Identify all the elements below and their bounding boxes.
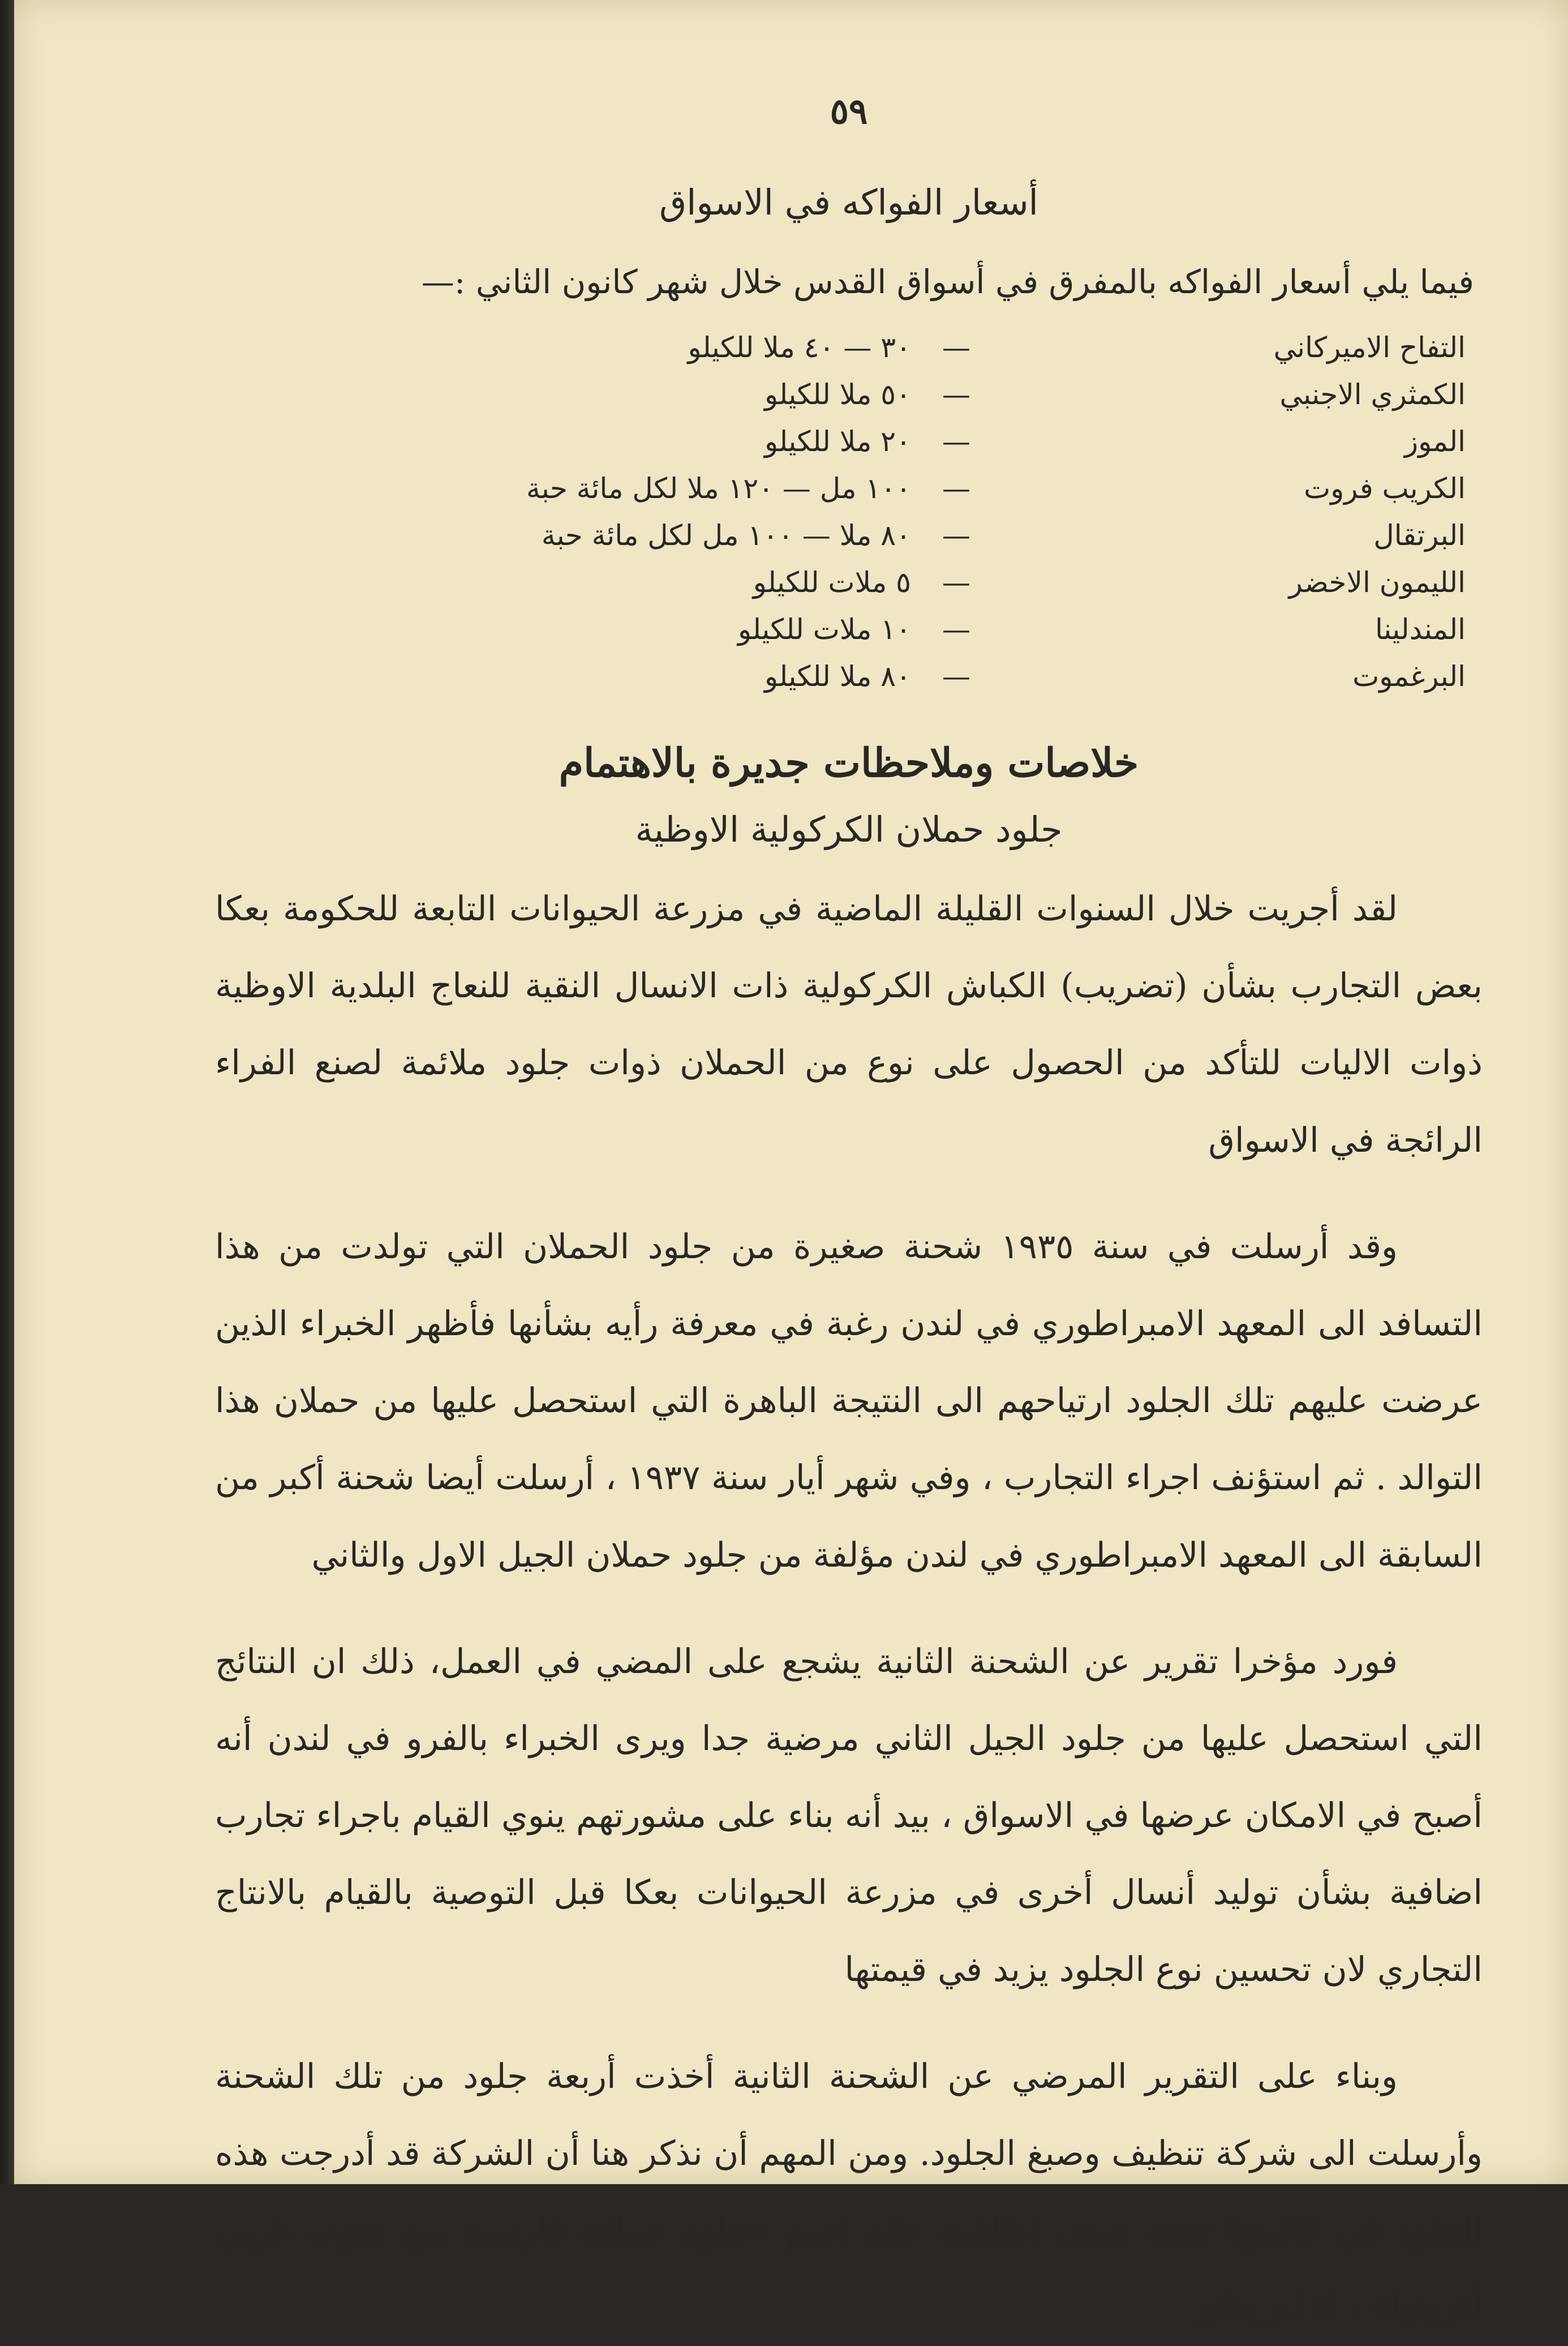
fruit-name: البرتقال xyxy=(1373,518,1466,552)
price-row xyxy=(215,418,1483,465)
dash-separator: — xyxy=(942,378,970,411)
page-content xyxy=(215,91,1483,2346)
fruit-price: ٢٠ ملا للكيلو xyxy=(764,424,911,458)
fruit-price: ٣٠ — ٤٠ ملا للكيلو xyxy=(688,331,911,364)
price-row xyxy=(215,465,1483,512)
body-paragraph: وقد أرسلت في سنة ١٩٣٥ شحنة صغيرة من جلود الحملان التي تولدت من هذا التسافد الى المعهد الامبراطوري في لندن رغبة في معرفة رأيه بشأنها فأظهر الخبراء الذين عرضت عليهم تلك الجلود ارتياحهم الى النتيجة الباهرة التي استحصل عليها من حملان هذا التوالد . ثم استؤنف اجراء التجارب ، وفي شهر أيار سنة ١٩٣٧ ، أرسلت أيضا شحنة أكبر من السابقة الى المعهد الامبراطوري في لندن مؤلفة من جلود حملان الجيل الاول والثاني xyxy=(215,1226,1483,1575)
section-heading: خلاصات وملاحظات جديرة بالاهتمام xyxy=(559,739,1139,786)
price-row xyxy=(215,371,1483,418)
section-subheading: جلود حملان الكركولية الاوظية xyxy=(635,809,1063,850)
section-title: أسعار الفواكه في الاسواق xyxy=(659,182,1038,223)
page-number: ٥٩ xyxy=(830,91,868,132)
body-paragraph: فورد مؤخرا تقرير عن الشحنة الثانية يشجع على المضي في العمل، ذلك ان النتائج التي استحصل عليها من جلود الجيل الثاني مرضية جدا ويرى الخبراء بالفرو في لندن أنه أصبح في الامكان عرضها في الاسواق ، بيد أنه بناء على مشورتهم ينوي القيام باجراء تجارب اضافية بشأن توليد أنسال أخرى في مزرعة الحيوانات بعكا قبل التوصية بالقيام بالانتاج التجاري لان تحسين نوع الجلود يزيد في قيمتها xyxy=(215,1641,1483,1990)
fruit-name: الليمون الاخضر xyxy=(1288,565,1466,599)
fruit-name: البرغموت xyxy=(1352,659,1466,693)
fruit-price: ١٠٠ مل — ١٢٠ ملا لكل مائة حبة xyxy=(526,471,911,505)
fruit-price: ٨٠ ملا للكيلو xyxy=(764,659,911,693)
fruit-price: ٨٠ ملا — ١٠٠ مل لكل مائة حبة xyxy=(541,518,911,552)
dash-separator: — xyxy=(942,612,970,646)
dash-separator: — xyxy=(942,659,970,693)
body-paragraph: وبناء على التقرير المرضي عن الشحنة الثانية أخذت أربعة جلود من تلك الشحنة وأرسلت الى شركة تنظيف وصبغ الجلود. ومن المهم أن نذكر هنا أن الشركة قد أدرجت هذه الجلود في قائمتها تحت صنف اطلقت عليه اسم «جلود حملان فارسية من جنوب غربي أفريقيا» ، اذ لم يذكر xyxy=(215,2056,1483,2328)
fruit-name: التفاح الاميركاني xyxy=(1273,331,1466,364)
document-page xyxy=(14,0,1568,2328)
fruit-price: ٥ ملات للكيلو xyxy=(753,565,911,599)
fruit-price: ١٠ ملات للكيلو xyxy=(737,612,911,646)
fruit-name: الكريب فروت xyxy=(1304,471,1466,505)
dash-separator: — xyxy=(942,565,970,599)
body-paragraph: لقد أجريت خلال السنوات القليلة الماضية في مزرعة الحيوانات التابعة للحكومة بعكا بعض التجارب بشأن (تضريب) الكباش الكركولية ذات الانسال النقية للنعاج البلدية الاوظية ذوات الاليات للتأكد من الحصول على نوع من الحملان ذوات جلود ملائمة لصنع الفراء الرائجة في الاسواق xyxy=(215,889,1483,1160)
dash-separator: — xyxy=(942,424,970,458)
fruit-name: الكمثري الاجنبي xyxy=(1279,378,1466,411)
fruit-name: المندلينا xyxy=(1374,612,1466,646)
intro-line: فيما يلي أسعار الفواكه بالمفرق في أسواق القدس خلال شهر كانون الثاني :— xyxy=(421,263,1474,301)
dash-separator: — xyxy=(942,471,970,505)
dash-separator: — xyxy=(942,331,970,364)
price-row xyxy=(215,559,1483,606)
book-binding xyxy=(0,0,14,2184)
price-row xyxy=(215,512,1483,559)
fruit-price: ٥٠ ملا للكيلو xyxy=(764,378,911,411)
price-list xyxy=(215,324,1483,700)
price-row xyxy=(215,653,1483,700)
price-row xyxy=(215,324,1483,371)
dash-separator: — xyxy=(942,518,970,552)
price-row xyxy=(215,606,1483,653)
fruit-name: الموز xyxy=(1404,424,1466,458)
